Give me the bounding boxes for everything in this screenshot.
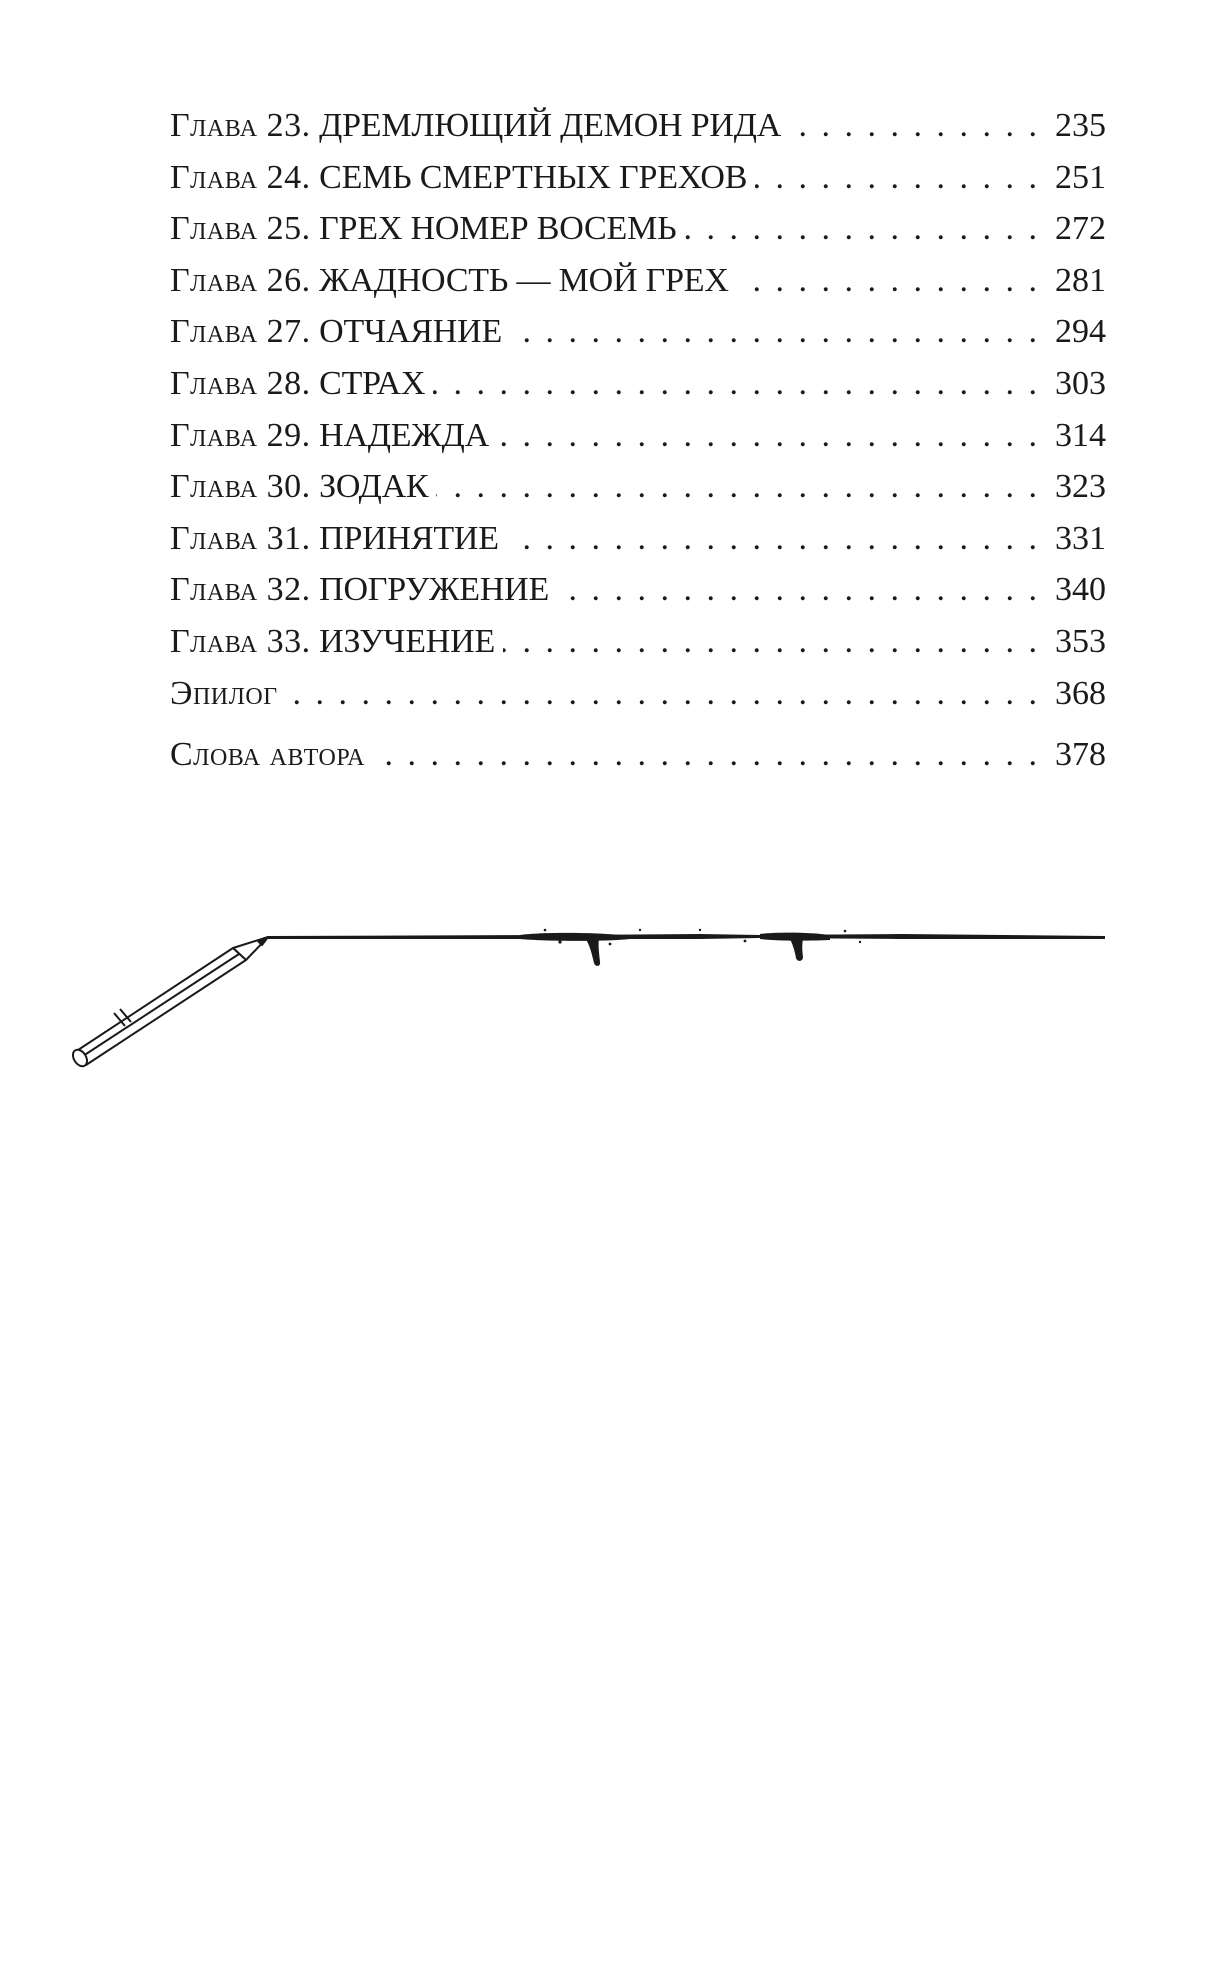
toc-entry-chapter-25[interactable] <box>170 203 1106 255</box>
toc-entry-chapter-30[interactable] <box>170 461 1106 513</box>
chapter-prefix: Глава 32. <box>170 571 311 609</box>
dot-leader <box>789 100 1040 152</box>
page-number: 235 <box>1055 107 1106 144</box>
chapter-title: ИЗУЧЕНИЕ <box>319 622 496 660</box>
chapter-prefix: Глава 24. <box>170 158 311 196</box>
toc-entry-chapter-23[interactable] <box>170 100 1106 152</box>
ink-line <box>268 929 1105 966</box>
chapter-title: ОТЧАЯНИЕ <box>319 313 503 351</box>
dot-leader <box>503 616 1040 668</box>
page-number: 323 <box>1055 468 1106 506</box>
dot-leader <box>373 729 1040 781</box>
chapter-prefix: Глава 23. <box>170 107 311 144</box>
chapter-prefix: Глава 33. <box>170 622 311 660</box>
page-number: 294 <box>1055 313 1106 351</box>
toc-entry-chapter-29[interactable] <box>170 410 1106 462</box>
author-words-label: Слова автора <box>170 736 365 774</box>
chapter-prefix: Глава 29. <box>170 416 311 454</box>
page-number: 281 <box>1055 261 1106 299</box>
toc-entry-chapter-26[interactable] <box>170 255 1106 307</box>
chapter-title: ДРЕМЛЮЩИЙ ДЕМОН РИДА <box>319 107 782 144</box>
pencil-line-ornament <box>0 900 1230 1100</box>
toc-entry-chapter-33[interactable] <box>170 616 1106 668</box>
dot-leader <box>497 410 1040 462</box>
chapter-title: ЗОДАК <box>319 468 429 506</box>
chapter-title: ЖАДНОСТЬ — МОЙ ГРЕХ <box>319 261 729 299</box>
toc-entry-chapter-28[interactable] <box>170 358 1106 410</box>
dot-leader <box>286 668 1040 720</box>
chapter-title: СТРАХ <box>319 364 426 402</box>
page-number: 251 <box>1055 158 1106 196</box>
chapter-title: НАДЕЖДА <box>319 416 489 454</box>
chapter-title: ГРЕХ НОМЕР ВОСЕМЬ <box>319 210 677 248</box>
chapter-prefix: Глава 27. <box>170 313 311 351</box>
table-of-contents <box>170 100 1106 781</box>
toc-entry-chapter-32[interactable] <box>170 564 1106 616</box>
chapter-title: ПОГРУЖЕНИЕ <box>319 571 550 609</box>
dot-leader <box>507 513 1040 565</box>
dot-leader <box>433 358 1040 410</box>
toc-entry-author-words[interactable] <box>170 729 1106 781</box>
dot-leader <box>684 203 1040 255</box>
dot-leader <box>737 255 1040 307</box>
page-number: 272 <box>1055 210 1106 248</box>
chapter-prefix: Глава 31. <box>170 519 311 557</box>
toc-entry-chapter-24[interactable] <box>170 152 1106 204</box>
dot-leader <box>755 152 1040 204</box>
toc-entry-epilogue[interactable] <box>170 668 1106 720</box>
chapter-prefix: Глава 25. <box>170 210 311 248</box>
page-number: 353 <box>1055 622 1106 660</box>
page-number: 368 <box>1055 674 1106 712</box>
dot-leader <box>557 564 1040 616</box>
toc-entry-chapter-27[interactable] <box>170 306 1106 358</box>
chapter-title: ПРИНЯТИЕ <box>319 519 499 557</box>
epilogue-label: Эпилог <box>170 674 278 712</box>
chapter-title: СЕМЬ СМЕРТНЫХ ГРЕХОВ <box>319 158 748 196</box>
pencil-icon <box>70 937 268 1069</box>
page-number: 303 <box>1055 364 1106 402</box>
chapter-prefix: Глава 28. <box>170 364 311 402</box>
page-number: 378 <box>1055 736 1106 774</box>
dot-leader <box>436 461 1040 513</box>
page-number: 314 <box>1055 416 1106 454</box>
chapter-prefix: Глава 30. <box>170 468 311 506</box>
dot-leader <box>510 306 1040 358</box>
chapter-prefix: Глава 26. <box>170 261 311 299</box>
toc-entry-chapter-31[interactable] <box>170 513 1106 565</box>
page-number: 331 <box>1055 519 1106 557</box>
page-number: 340 <box>1055 571 1106 609</box>
